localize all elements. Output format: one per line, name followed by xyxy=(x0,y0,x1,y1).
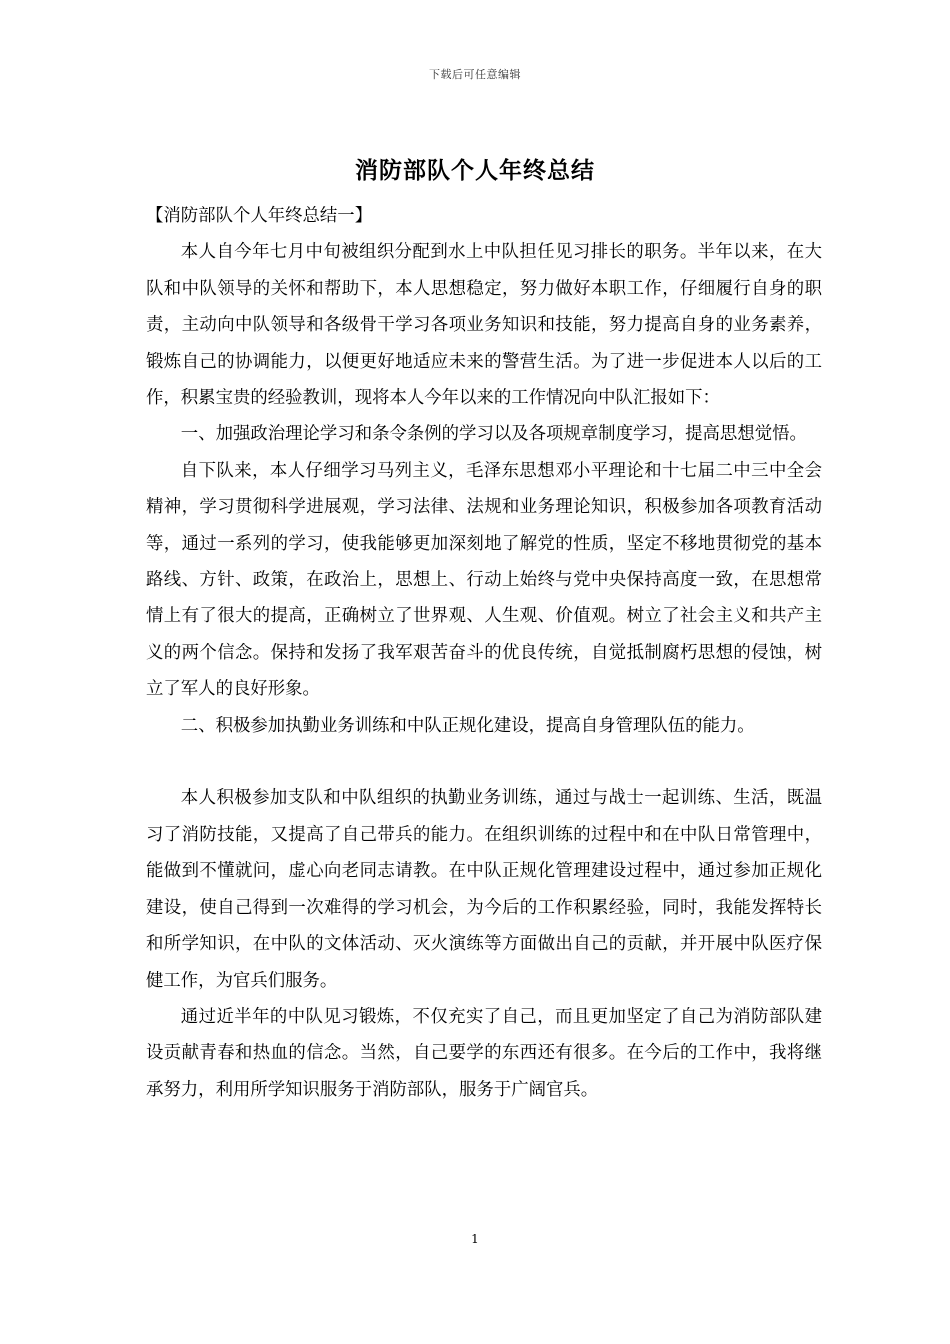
paragraph-intro: 本人自今年七月中旬被组织分配到水上中队担任见习排长的职务。半年以来，在大队和中队领导的关怀和帮助下，本人思想稳定，努力做好本职工作，仔细履行自身的职责，主动向中队领导和各级骨干学习各项业务知识和技能，努力提高自身的业务素养，锻炼自己的协调能力，以便更好地适应未来的警营生活。为了进一步促进本人以后的工作，积累宝贵的经验教训，现将本人今年以来的工作情况向中队汇报如下： xyxy=(146,242,822,409)
document-body xyxy=(146,198,822,1108)
paragraph-training: 本人积极参加支队和中队组织的执勤业务训练，通过与战士一起训练、生活，既温习了消防技能，又提高了自己带兵的能力。在组织训练的过程中和在中队日常管理中，能做到不懂就问，虚心向老同志请教。在中队正规化管理建设过程中，通过参加正规化建设，使自己得到一次难得的学习机会，为今后的工作积累经验，同时，我能发挥特长和所学知识，在中队的文体活动、灭火演练等方面做出自己的贡献，并开展中队医疗保健工作，为官兵们服务。 xyxy=(146,788,822,991)
section-label: 【消防部队个人年终总结一】 xyxy=(146,206,373,226)
blank-line xyxy=(146,744,822,780)
paragraph-political-study: 自下队来，本人仔细学习马列主义，毛泽东思想邓小平理论和十七届二中三中全会精神，学习贯彻科学进展观，学习法律、法规和业务理论知识，积极参加各项教育活动等，通过一系列的学习，使我能够更加深刻地了解党的性质，坚定不移地贯彻党的基本路线、方针、政策，在政治上，思想上、行动上始终与党中央保持高度一致，在思想常情上有了很大的提高，正确树立了世界观、人生观、价值观。树立了社会主义和共产主义的两个信念。保持和发扬了我军艰苦奋斗的优良传统，自觉抵制腐朽思想的侵蚀，树立了军人的良好形象。 xyxy=(146,460,822,700)
heading-point-one: 一、加强政治理论学习和条令条例的学习以及各项规章制度学习，提高思想觉悟。 xyxy=(180,424,807,445)
document-title: 消防部队个人年终总结 xyxy=(355,157,595,184)
page-number: 1 xyxy=(471,1232,479,1246)
heading-point-two: 二、积极参加执勤业务训练和中队正规化建设，提高自身管理队伍的能力。 xyxy=(180,715,755,736)
paragraph-conclusion: 通过近半年的中队见习锻炼，不仅充实了自己，而且更加坚定了自己为消防部队建设贡献青春和热血的信念。当然，自己要学的东西还有很多。在今后的工作中，我将继承努力，利用所学知识服务于消防部队，服务于广阔官兵。 xyxy=(146,1006,822,1100)
page-header-note: 下载后可任意编辑 xyxy=(429,68,521,81)
